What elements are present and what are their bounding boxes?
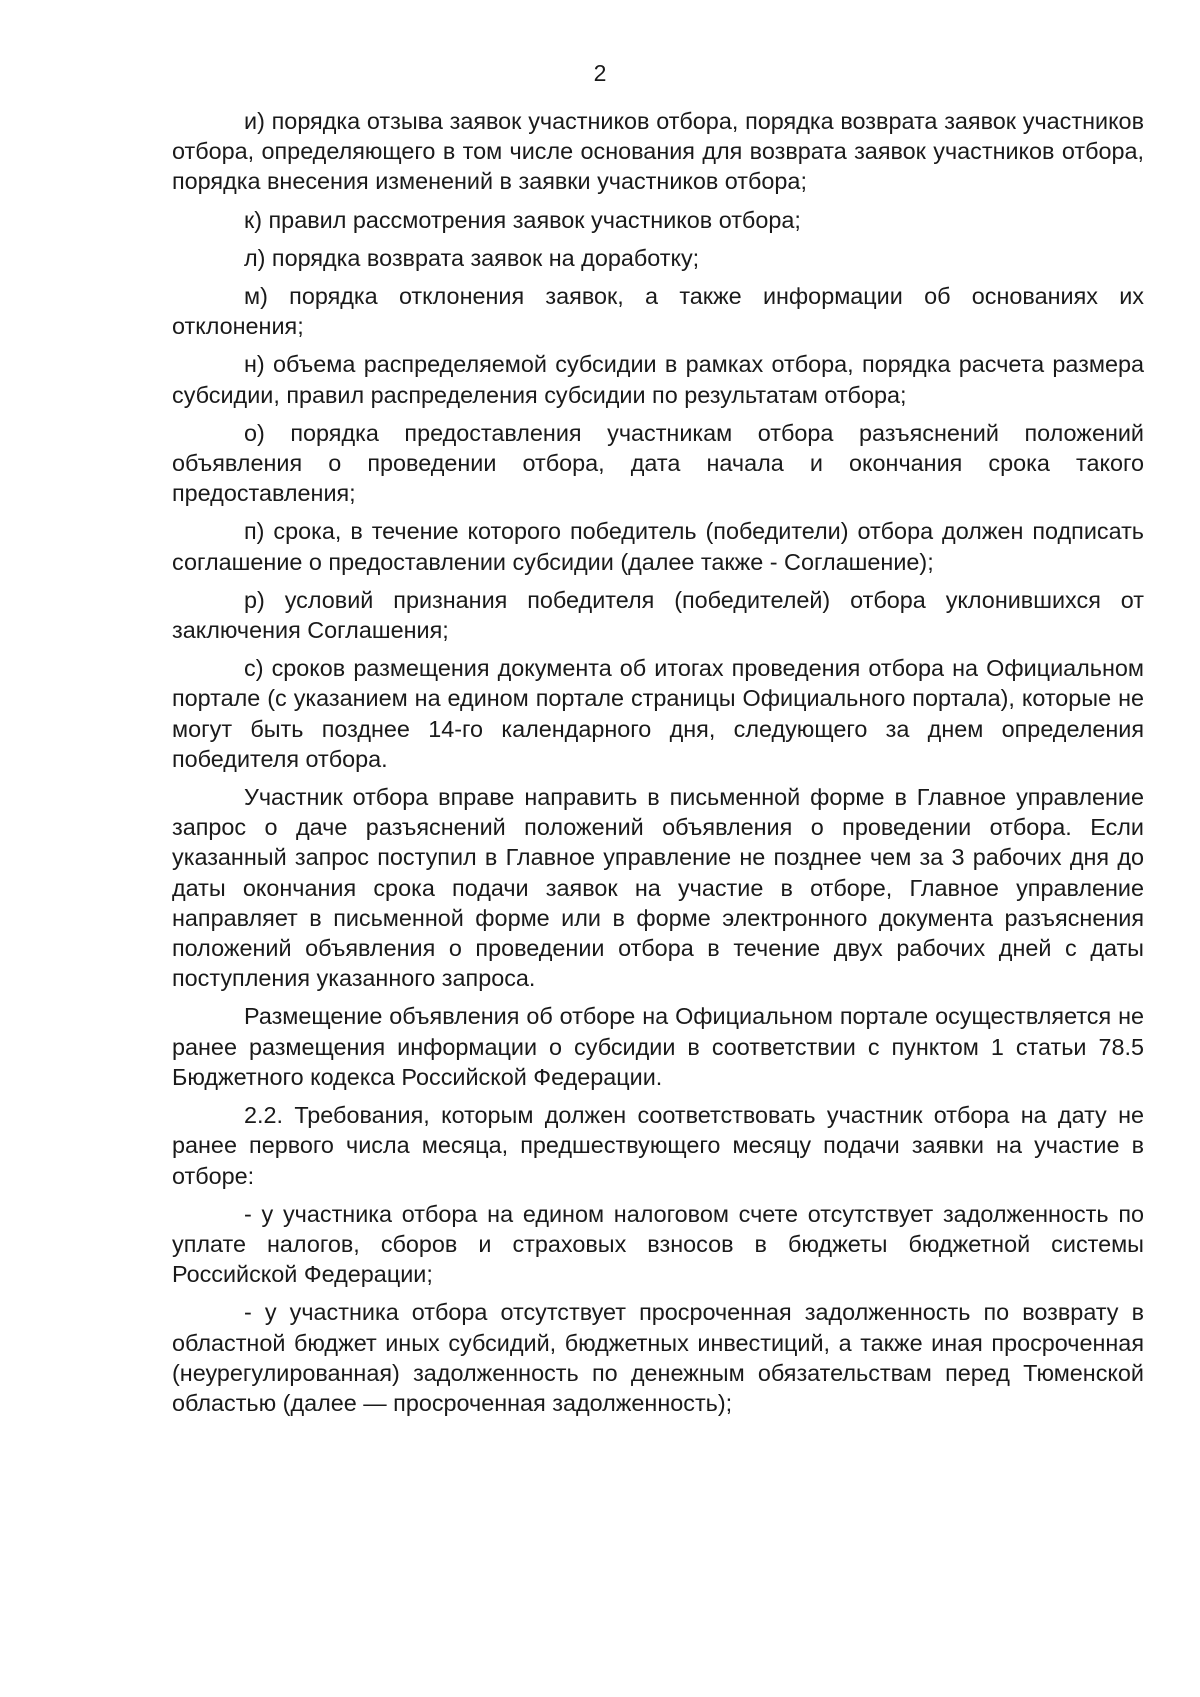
paragraph-p: п) срока, в течение которого победитель (победители) отбора должен подписать соглашение о предоставлении субсидии (далее также - Соглашение); xyxy=(172,518,1144,575)
paragraph-n: н) объема распределяемой субсидии в рамках отбора, порядка расчета размера субсидии, правил распределения субсидии по результатам отбора; xyxy=(172,351,1144,408)
paragraph-requirement-tax-debt: - у участника отбора на едином налоговом счете отсутствует задолженность по уплате налогов, сборов и страховых взносов в бюджеты бюджетной системы Российской Федерации; xyxy=(172,1200,1144,1288)
paragraph-requirement-overdue-debt: - у участника отбора отсутствует просроченная задолженность по возврату в областной бюджет иных субсидий, бюджетных инвестиций, а также иная просроченная (неурегулированная) задолженность по денежным обязательствам перед Тюменской областью (далее — просроченная задолженность); xyxy=(172,1299,1144,1416)
page-number: 2 xyxy=(593,60,607,86)
paragraph-m: м) порядка отклонения заявок, а также информации об основаниях их отклонения; xyxy=(172,283,1144,340)
paragraph-r: р) условий признания победителя (победителей) отбора уклонившихся от заключения Соглашения; xyxy=(172,586,1144,644)
document-body xyxy=(172,106,1144,1426)
paragraph-requirements-2-2: 2.2. Требования, которым должен соответствовать участник отбора на дату не ранее первого числа месяца, предшествующего месяцу подачи заявки на участие в отборе: xyxy=(172,1102,1144,1189)
paragraph-l: л) порядка возврата заявок на доработку; xyxy=(244,244,700,271)
paragraph-o: о) порядка предоставления участникам отбора разъяснений положений объявления о проведении отбора, дата начала и окончания срока такого предоставления; xyxy=(172,419,1144,507)
paragraph-clarification-request: Участник отбора вправе направить в письменной форме в Главное управление запрос о даче разъяснений положений объявления о проведении отбора. Если указанный запрос поступил в Главное управление не позднее чем за 3 рабочих дня до даты окончания срока подачи заявок на участие в отборе, Главное управление направляет в письменной форме или в форме электронного документа разъяснения положений объявления о проведении отбора в течение двух рабочих дней с даты поступления указанного запроса. xyxy=(172,784,1144,992)
paragraph-announcement-placement: Размещение объявления об отборе на Официальном портале осуществляется не ранее размещения информации о субсидии в соответствии с пунктом 1 статьи 78.5 Бюджетного кодекса Российской Федерации. xyxy=(172,1003,1144,1090)
paragraph-s: с) сроков размещения документа об итогах проведения отбора на Официальном портале (с указанием на едином портале страницы Официального портала), которые не могут быть позднее 14-го календарного дня, следующего за днем определения победителя отбора. xyxy=(172,655,1144,772)
paragraph-i: и) порядка отзыва заявок участников отбора, порядка возврата заявок участников отбора, определяющего в том числе основания для возврата заявок участников отбора, порядка внесения изменений в заявки участников отбора; xyxy=(172,108,1144,195)
paragraph-k: к) правил рассмотрения заявок участников отбора; xyxy=(244,206,801,233)
